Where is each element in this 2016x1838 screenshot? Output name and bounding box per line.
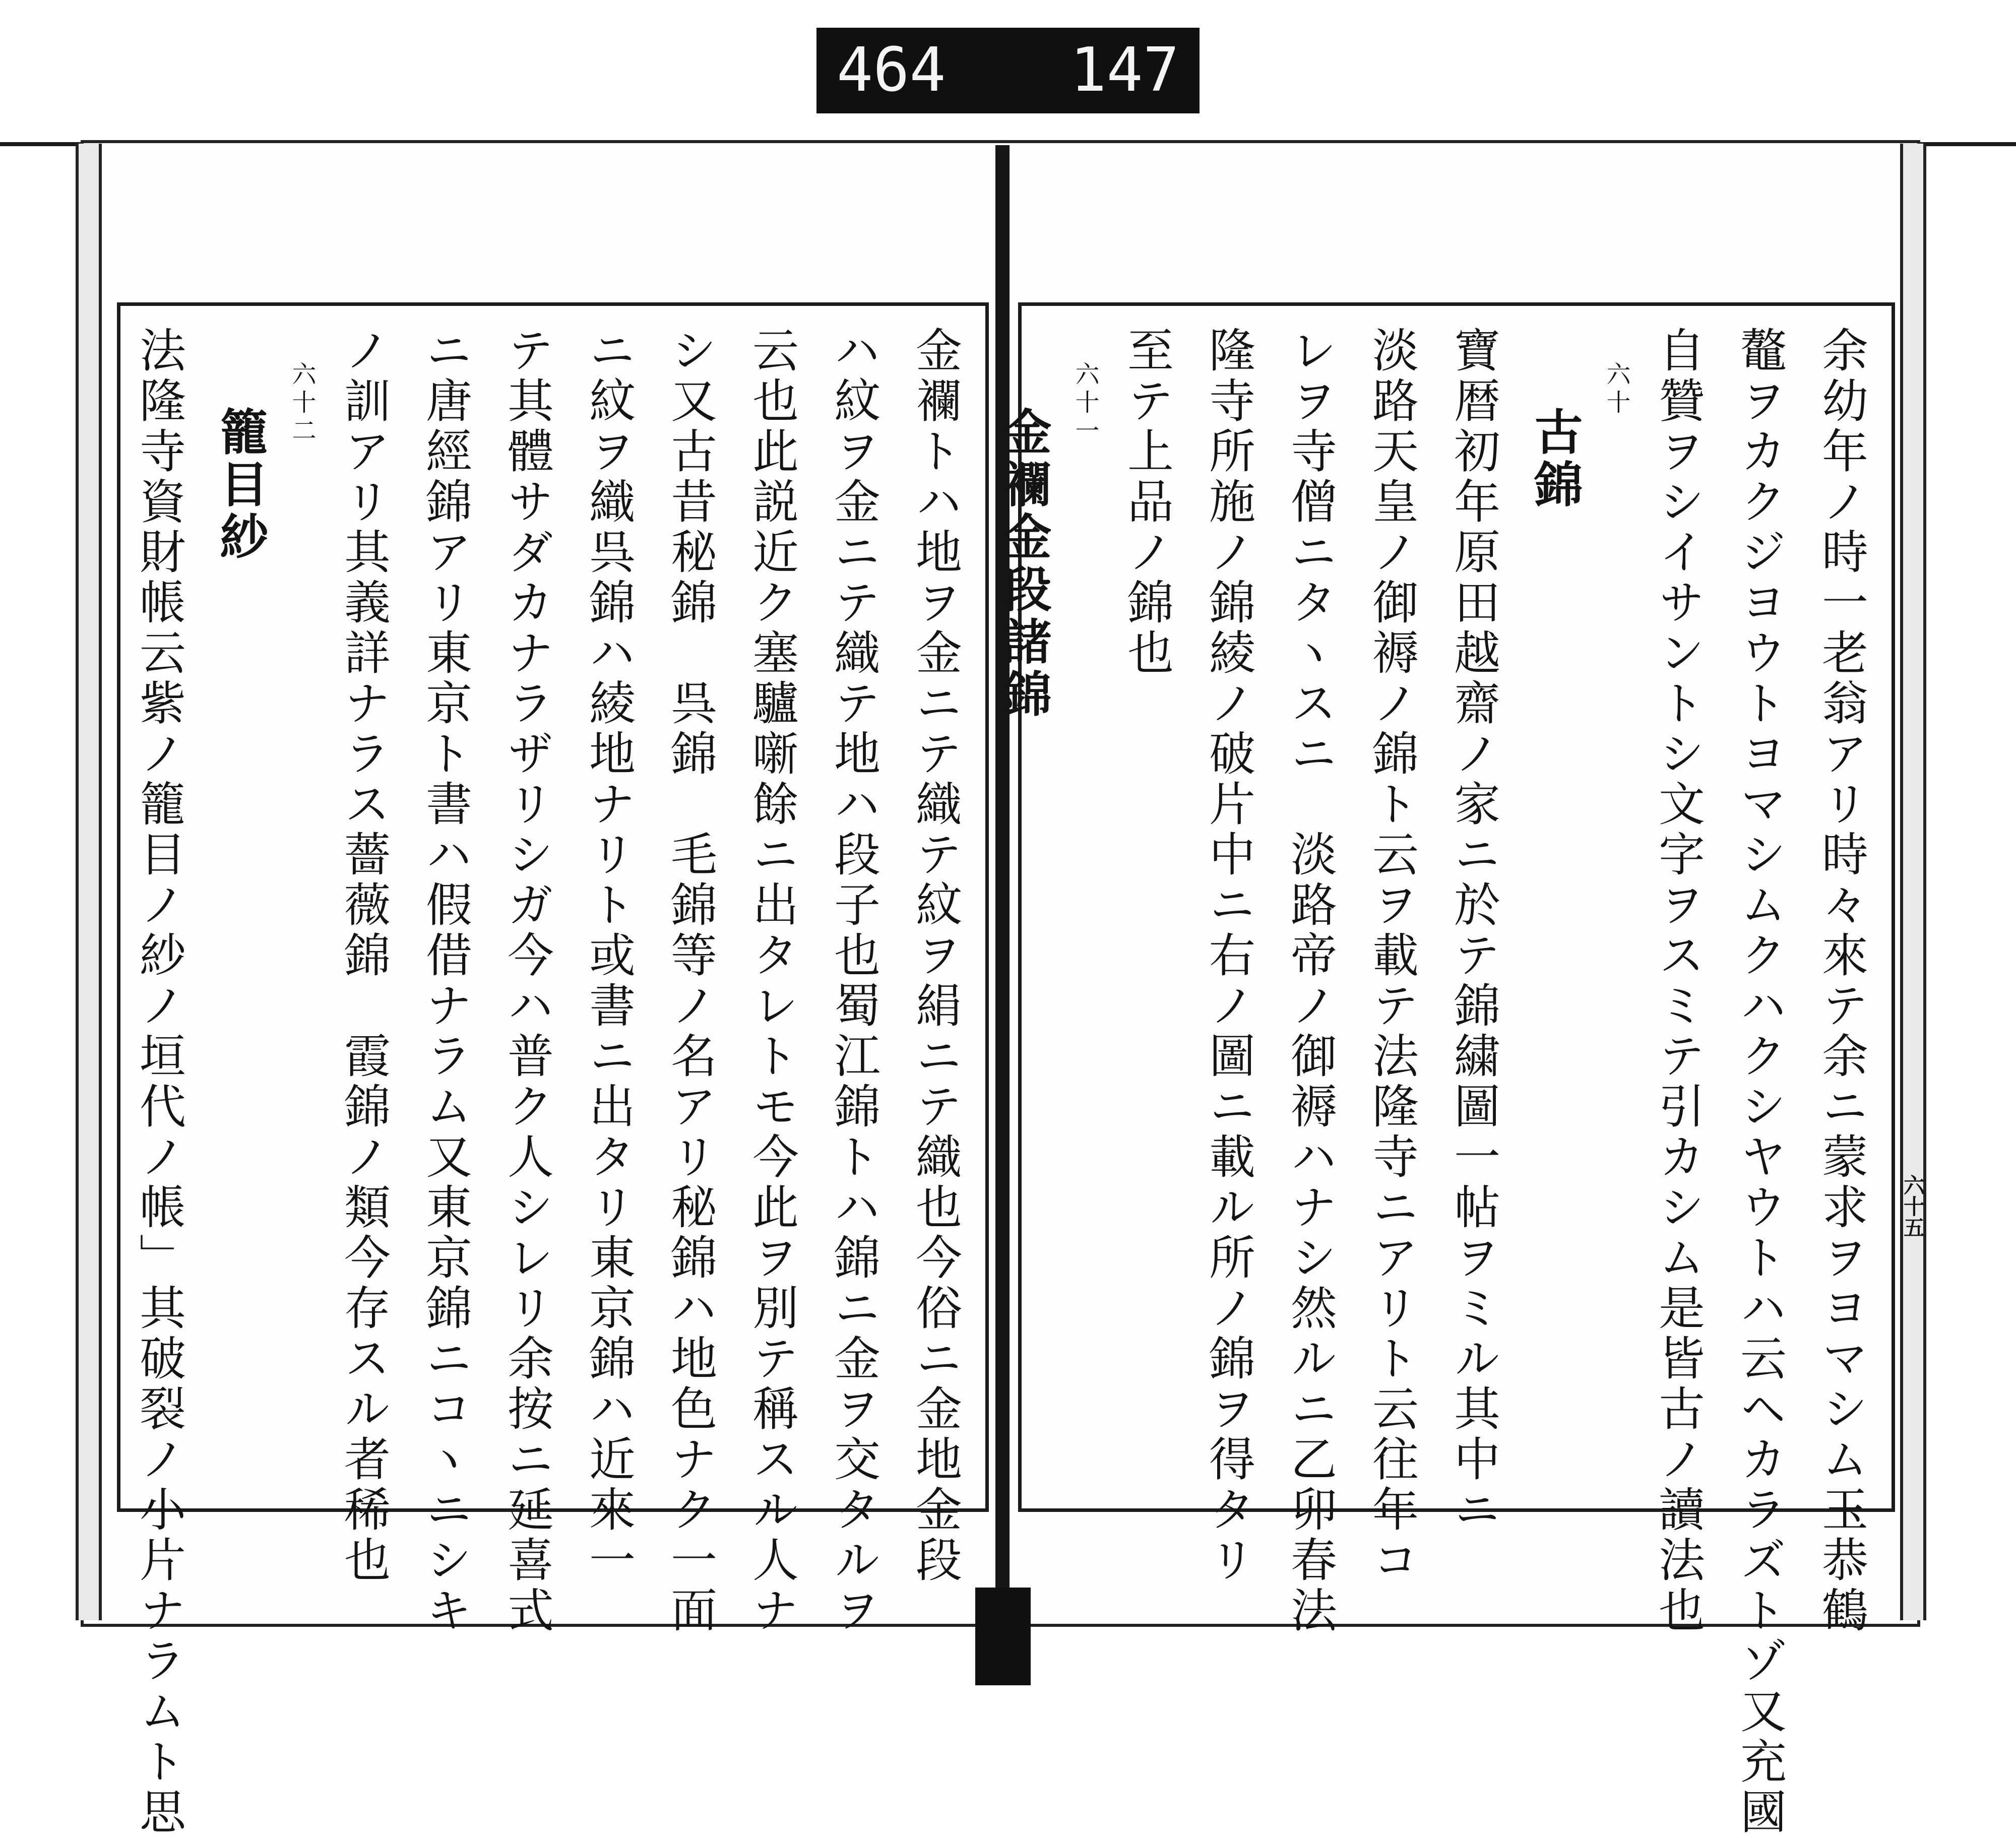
- text-column: 鼇ヲカクジヨウトヨマシムクハクシヤウトハ云ヘカラズトゾ又充國: [1733, 326, 1787, 1838]
- text-column: シ又古昔秘錦 呉錦 毛錦等ノ名アリ秘錦ハ地色ナク一面: [663, 326, 717, 1636]
- page-folio: 六十五: [1901, 1174, 1925, 1238]
- right-page-edges: [1900, 144, 1926, 1620]
- section-heading: 古錦: [1527, 407, 1584, 512]
- text-column: 法隆寺資財帳云紫ノ籠目ノ紗ノ垣代ノ帳」其破裂ノ小片ナラムト思: [132, 326, 186, 1838]
- section-number: 六十: [1602, 361, 1630, 418]
- right-text-frame: [995, 302, 1895, 1838]
- text-column: 云也此説近ク塞驢噺餘ニ出タレトモ今此ヲ別テ稱スル人ナ: [745, 326, 799, 1636]
- text-column: ハ紋ヲ金ニテ織テ地ハ段子也蜀江錦トハ錦ニ金ヲ交タルヲ: [827, 326, 880, 1636]
- section-heading: 金襴金段諸錦: [995, 407, 1052, 721]
- text-column: 自贊ヲシイサントシ文字ヲスミテ引カシム是皆古ノ讀法也: [1651, 326, 1705, 1636]
- text-column: レヲ寺僧ニタヽスニ 淡路帝ノ御褥ハナシ然ルニ乙卯春法: [1283, 326, 1337, 1636]
- text-column: 隆寺所施ノ錦綾ノ破片中ニ右ノ圖ニ載ル所ノ錦ヲ得タリ: [1202, 326, 1255, 1586]
- text-column: ニ唐經錦アリ東京ト書ハ假借ナラム又東京錦ニコヽニシキ: [418, 326, 472, 1636]
- section-heading: 籠目紗: [212, 407, 269, 564]
- text-column: ニ紋ヲ織呉錦ハ綾地ナリト或書ニ出タリ東京錦ハ近來一: [582, 326, 636, 1586]
- text-column: 金襴トハ地ヲ金ニテ織テ紋ヲ絹ニテ織也今俗ニ金地金段: [908, 326, 962, 1586]
- book-spine-foot: [975, 1588, 1031, 1685]
- text-column: 余幼年ノ時一老翁アリ時々來テ余ニ蒙求ヲヨマシム玉恭鶴: [1814, 326, 1868, 1636]
- text-column: 至テ上品ノ錦也: [1120, 326, 1174, 679]
- left-page-edges: [76, 144, 102, 1620]
- archive-number-primary: 464: [837, 35, 946, 105]
- section-number: 六十一: [1071, 361, 1099, 446]
- text-column: テ其體サダカナラザリシガ今ハ普ク人シレリ余按ニ延喜式: [500, 326, 554, 1636]
- text-column: 淡路天皇ノ御褥ノ錦ト云ヲ載テ法隆寺ニアリト云往年コ: [1365, 326, 1419, 1586]
- archive-number-label: [816, 28, 1200, 113]
- left-text-frame: [117, 302, 989, 1838]
- archive-number-secondary: 147: [1070, 35, 1179, 105]
- section-number: 六十二: [288, 361, 316, 446]
- text-column: 寶暦初年原田越齋ノ家ニ於テ錦繍圖一帖ヲミル其中ニ: [1446, 326, 1500, 1536]
- text-column: ノ訓アリ其義詳ナラス薔薇錦 霞錦ノ類今存スル者稀也: [337, 326, 391, 1586]
